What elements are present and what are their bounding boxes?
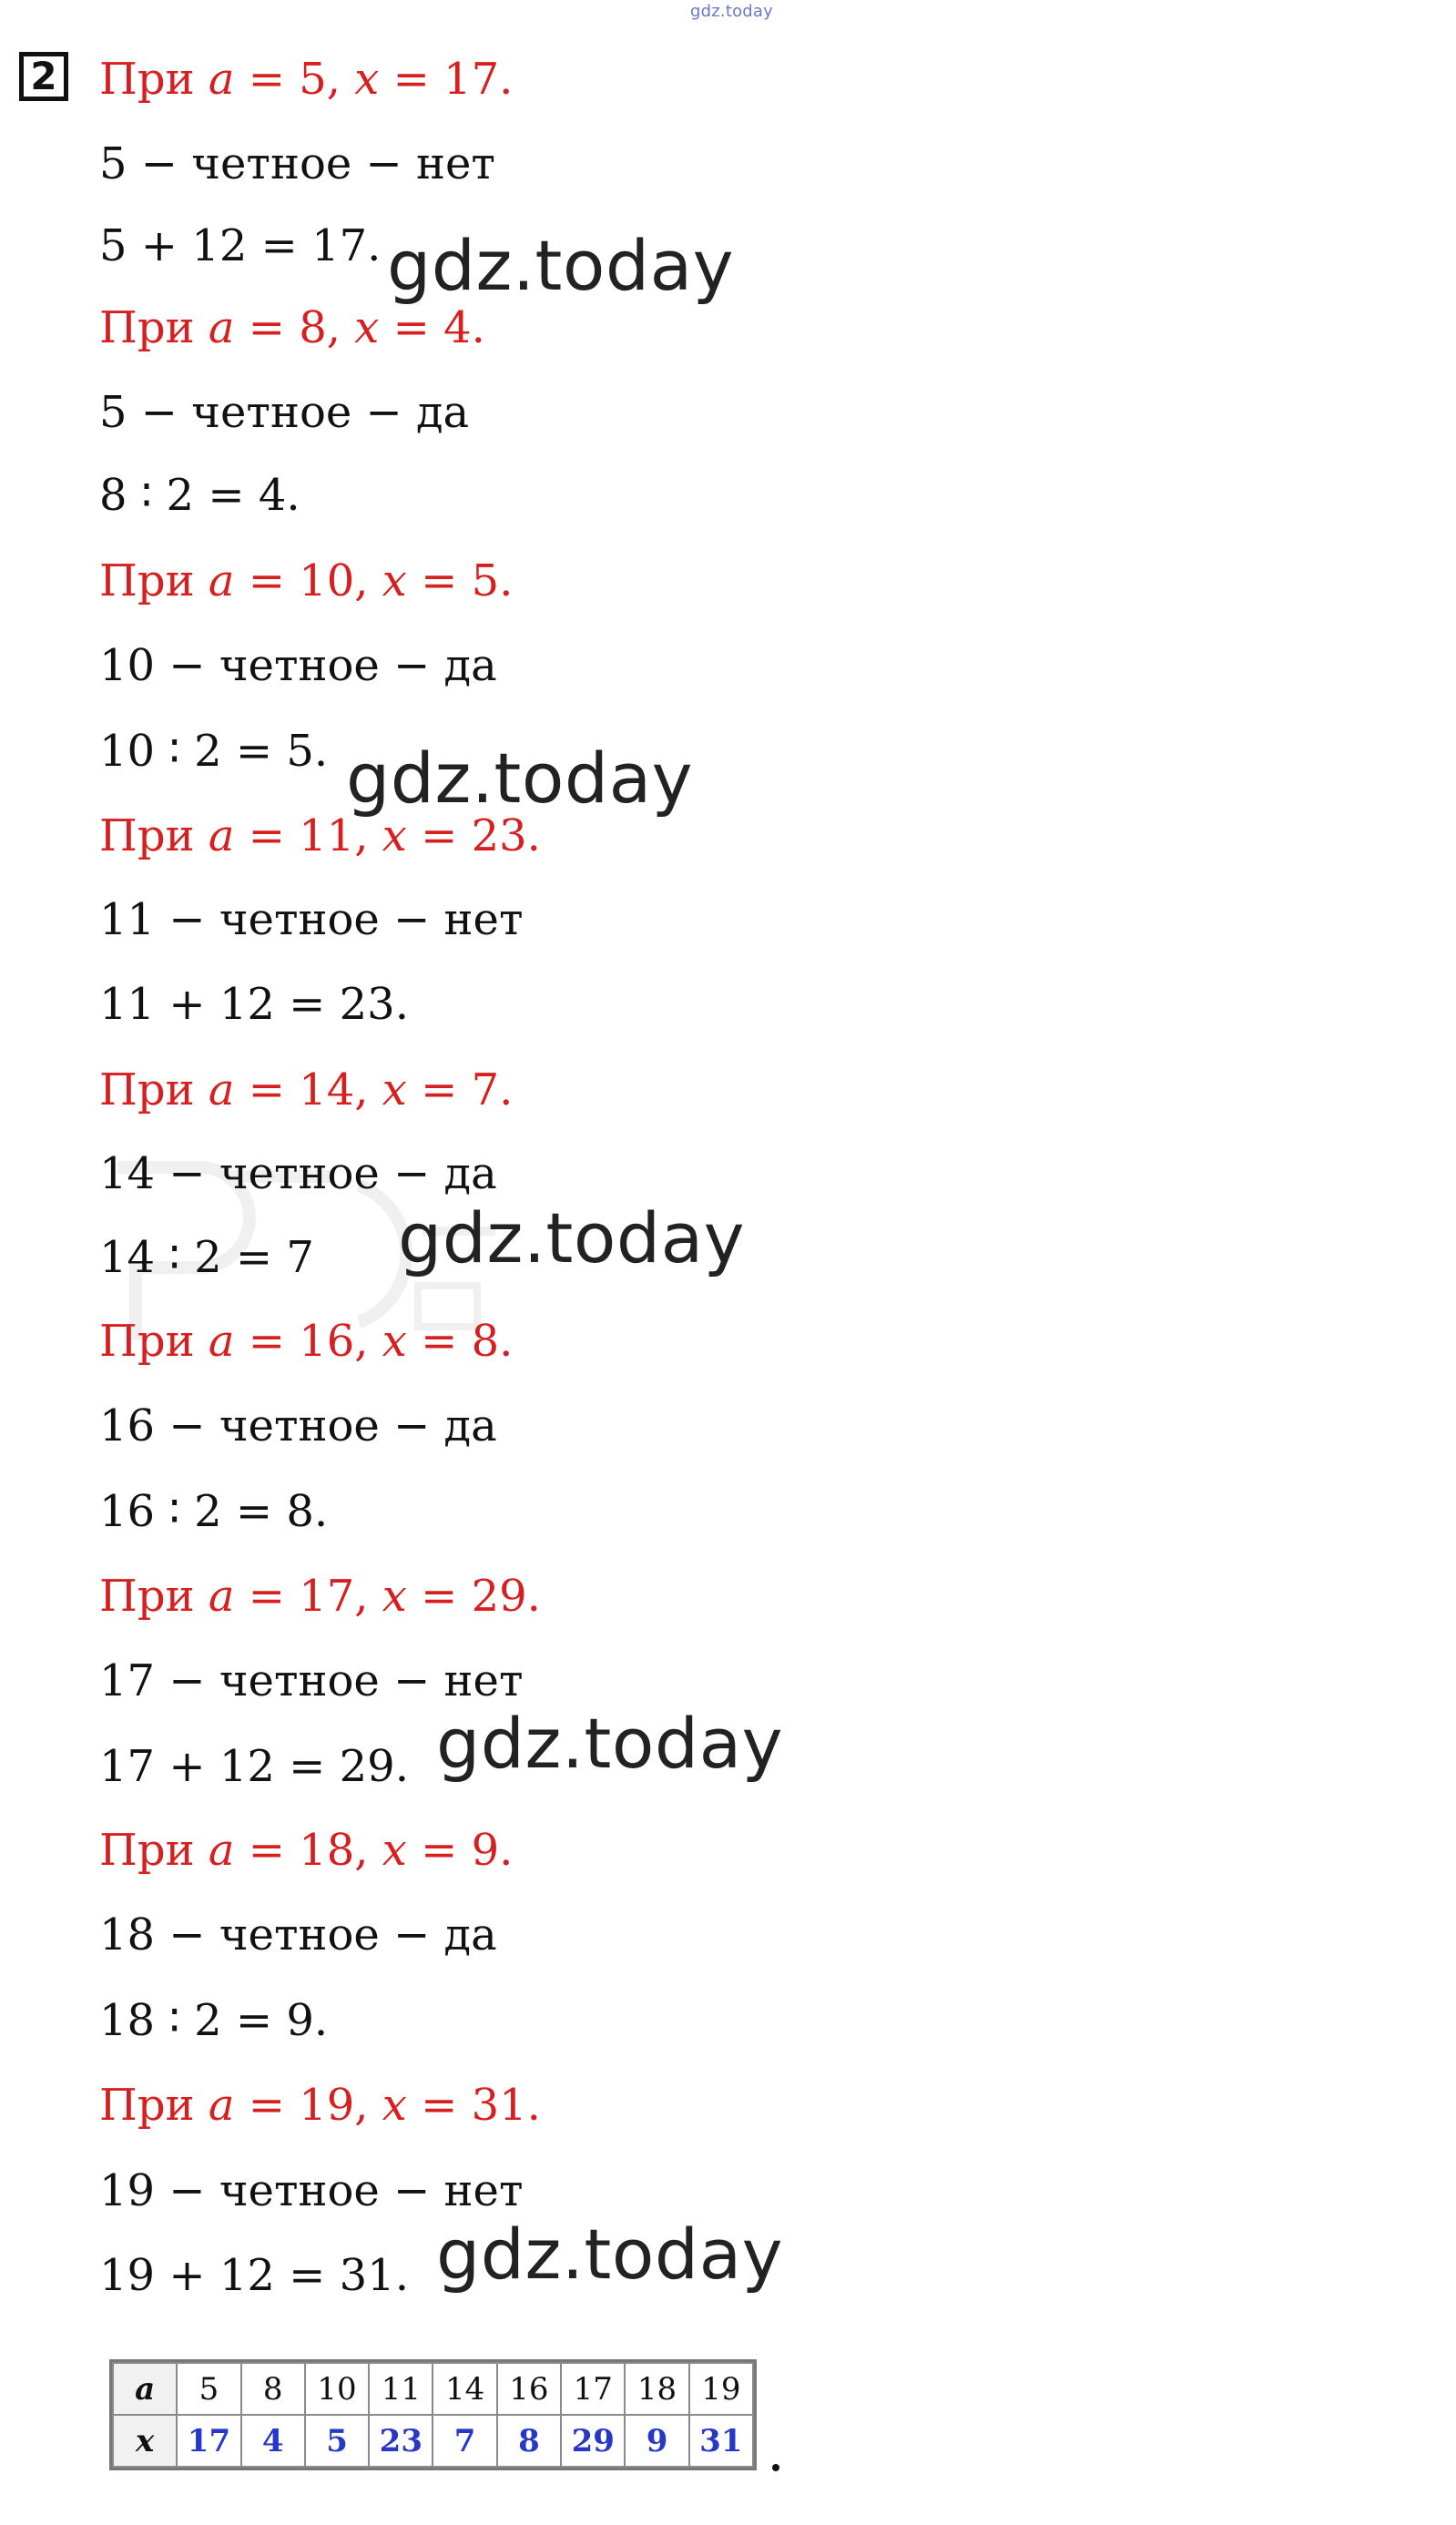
solution-line: При 𝑎 = 5, 𝑥 = 17. [99,54,514,105]
solution-line: 11 + 12 = 23. [99,979,409,1030]
solution-line: 10 − четное − да [99,640,497,691]
solution-line: 14 ∶ 2 = 7 [99,1232,314,1283]
table-cell-x: 4 [241,2415,305,2467]
solution-line: 16 − четное − да [99,1400,497,1451]
table-cell-a: 16 [497,2363,561,2415]
table-cell-a: 11 [369,2363,433,2415]
table-cell-x: 9 [625,2415,688,2467]
table-cell-x: 31 [689,2415,753,2467]
solution-line: 18 − четное − да [99,1909,497,1960]
table-cell-a: 10 [305,2363,369,2415]
solution-line: 17 − четное − нет [99,1655,524,1706]
ending-dot [772,2464,779,2471]
solution-line: 8 ∶ 2 = 4. [99,470,300,521]
watermark-text: gdz.today [387,225,735,306]
table-cell-x: 29 [561,2415,625,2467]
solution-line: 16 ∶ 2 = 8. [99,1486,329,1537]
solution-line: 19 + 12 = 31. [99,2250,409,2301]
table-header-a: a [113,2363,177,2415]
table-cell-a: 8 [241,2363,305,2415]
solution-line: При 𝑎 = 18, 𝑥 = 9. [99,1825,514,1876]
solution-line: При 𝑎 = 10, 𝑥 = 5. [99,555,514,606]
solution-line: 5 − четное − да [99,387,470,438]
solution-line: При 𝑎 = 14, 𝑥 = 7. [99,1064,514,1115]
watermark-text: gdz.today [398,1197,746,1278]
table-cell-x: 23 [369,2415,433,2467]
table-cell-x: 7 [433,2415,496,2467]
table-cell-x: 8 [497,2415,561,2467]
solution-line: При 𝑎 = 16, 𝑥 = 8. [99,1316,514,1367]
watermark-text: gdz.today [346,738,694,819]
solution-line: 18 ∶ 2 = 9. [99,1995,329,2046]
solution-line: 5 − четное − нет [99,138,495,189]
solution-line: 5 + 12 = 17. [99,220,382,271]
solution-line: 11 − четное − нет [99,894,524,945]
solution-line: 17 + 12 = 29. [99,1741,409,1792]
table-cell-x: 17 [177,2415,240,2467]
solution-line: При 𝑎 = 19, 𝑥 = 31. [99,2080,541,2131]
table-cell-x: 5 [305,2415,369,2467]
table-cell-a: 5 [177,2363,240,2415]
solution-line: При 𝑎 = 8, 𝑥 = 4. [99,302,485,353]
watermark-text: gdz.today [436,2214,784,2295]
task-number-box [19,52,68,101]
solution-line: 19 − четное − нет [99,2165,524,2216]
solution-line: При 𝑎 = 17, 𝑥 = 29. [99,1571,541,1622]
task-number: 2 [30,54,57,98]
watermark-text: gdz.today [436,1703,784,1784]
table-cell-a: 19 [689,2363,753,2415]
answer-table [112,2362,754,2468]
solution-line: 10 ∶ 2 = 5. [99,726,329,777]
answer-table-wrap [109,2359,757,2470]
table-cell-a: 17 [561,2363,625,2415]
table-row [113,2363,753,2415]
solution-line: При 𝑎 = 11, 𝑥 = 23. [99,810,541,861]
table-row [113,2415,753,2467]
solution-line: 14 − четное − да [99,1148,497,1199]
top-watermark: gdz.today [690,2,774,21]
table-cell-a: 18 [625,2363,688,2415]
table-header-x: x [113,2415,177,2467]
table-cell-a: 14 [433,2363,496,2415]
